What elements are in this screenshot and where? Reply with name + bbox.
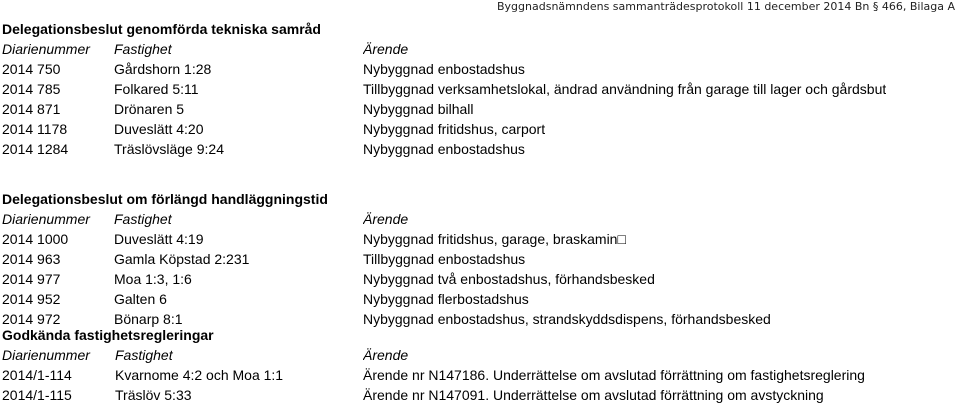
cell-arende: Nybyggnad enbostadshus bbox=[363, 61, 525, 77]
cell-fastighet: Träslövsläge 9:24 bbox=[114, 141, 224, 157]
cell-diarienummer: 2014 972 bbox=[2, 311, 61, 327]
cell-diarienummer: 2014/1-114 bbox=[2, 367, 72, 383]
cell-fastighet: Duveslätt 4:20 bbox=[114, 121, 204, 137]
cell-arende: Tillbyggnad enbostadshus bbox=[363, 251, 526, 267]
column-header-fastighet: Fastighet bbox=[115, 347, 173, 363]
column-header-arende: Ärende bbox=[363, 347, 409, 363]
table-row bbox=[2, 79, 957, 99]
cell-arende: Nybyggnad fritidshus, garage, braskamin□ bbox=[363, 231, 626, 247]
column-header-row bbox=[2, 209, 957, 229]
table-row bbox=[2, 249, 957, 269]
cell-diarienummer: 2014 750 bbox=[2, 61, 61, 77]
cell-fastighet: Galten 6 bbox=[114, 291, 167, 307]
section-forlangd-handlaggningstid bbox=[2, 189, 957, 329]
column-header-arende: Ärende bbox=[363, 211, 409, 227]
cell-diarienummer: 2014 1178 bbox=[2, 121, 68, 137]
cell-fastighet: Drönaren 5 bbox=[114, 101, 185, 117]
table-row bbox=[2, 229, 957, 249]
column-header-diarienummer: Diarienummer bbox=[2, 211, 90, 227]
cell-diarienummer: 2014 1000 bbox=[2, 231, 69, 247]
cell-arende: Tillbyggnad verksamhetslokal, ändrad användning från garage till lager och gårdsbut bbox=[363, 81, 887, 97]
section-tekniska-samrad bbox=[2, 19, 957, 159]
cell-fastighet: Gamla Köpstad 2:231 bbox=[114, 251, 250, 267]
column-header-row bbox=[2, 39, 957, 59]
table-row bbox=[2, 139, 957, 159]
table-row bbox=[2, 269, 957, 289]
column-header-diarienummer: Diarienummer bbox=[2, 41, 90, 57]
cell-arende: Nybyggnad enbostadshus, strandskyddsdispens, förhandsbesked bbox=[363, 311, 771, 327]
section-fastighetsregleringar bbox=[2, 325, 957, 405]
column-header-fastighet: Fastighet bbox=[114, 41, 172, 57]
section-title: Godkända fastighetsregleringar bbox=[2, 327, 214, 343]
cell-fastighet: Gårdshorn 1:28 bbox=[114, 61, 212, 77]
cell-arende: Ärende nr N147186. Underrättelse om avslutad förrättning om fastighetsreglering bbox=[363, 367, 865, 383]
cell-diarienummer: 2014/1-115 bbox=[2, 387, 72, 403]
cell-fastighet: Moa 1:3, 1:6 bbox=[114, 271, 192, 287]
cell-fastighet: Duveslätt 4:19 bbox=[114, 231, 204, 247]
cell-fastighet: Kvarnome 4:2 och Moa 1:1 bbox=[115, 367, 284, 383]
column-header-diarienummer: Diarienummer bbox=[2, 347, 90, 363]
cell-diarienummer: 2014 977 bbox=[2, 271, 61, 287]
table-row bbox=[2, 289, 957, 309]
cell-fastighet: Bönarp 8:1 bbox=[114, 311, 183, 327]
column-header-arende: Ärende bbox=[363, 41, 409, 57]
cell-arende: Ärende nr N147091. Underrättelse om avslutad förrättning om avstyckning bbox=[363, 387, 824, 403]
cell-arende: Nybyggnad bilhall bbox=[363, 101, 474, 117]
cell-diarienummer: 2014 871 bbox=[2, 101, 61, 117]
table-row bbox=[2, 99, 957, 119]
cell-arende: Nybyggnad enbostadshus bbox=[363, 141, 525, 157]
cell-arende: Nybyggnad flerbostadshus bbox=[363, 291, 529, 307]
cell-fastighet: Folkared 5:11 bbox=[114, 81, 199, 97]
cell-diarienummer: 2014 785 bbox=[2, 81, 61, 97]
section-title: Delegationsbeslut om förlängd handläggningstid bbox=[2, 191, 328, 207]
table-row bbox=[2, 119, 957, 139]
table-row bbox=[2, 365, 957, 385]
page-header: Byggnadsnämndens sammanträdesprotokoll 11 december 2014 Bn § 466, Bilaga A bbox=[497, 0, 955, 13]
cell-fastighet: Träslöv 5:33 bbox=[115, 387, 192, 403]
cell-arende: Nybyggnad två enbostadshus, förhandsbesked bbox=[363, 271, 655, 287]
cell-diarienummer: 2014 963 bbox=[2, 251, 61, 267]
cell-diarienummer: 2014 1284 bbox=[2, 141, 69, 157]
table-row bbox=[2, 385, 957, 405]
column-header-fastighet: Fastighet bbox=[114, 211, 172, 227]
cell-arende: Nybyggnad fritidshus, carport bbox=[363, 121, 546, 137]
table-row bbox=[2, 59, 957, 79]
column-header-row bbox=[2, 345, 957, 365]
cell-diarienummer: 2014 952 bbox=[2, 291, 61, 307]
section-title: Delegationsbeslut genomförda tekniska samråd bbox=[2, 21, 321, 37]
